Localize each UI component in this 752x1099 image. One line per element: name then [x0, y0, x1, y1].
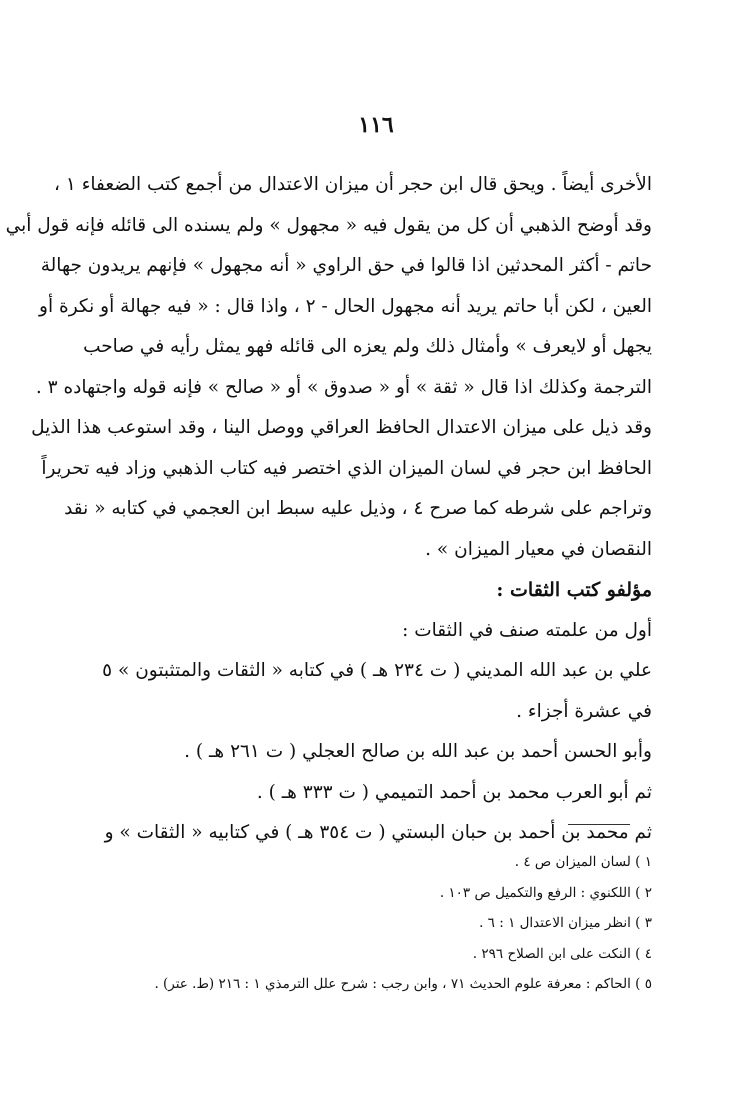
- footnote: ٥ ) الحاكم : معرفة علوم الحديث ٧١ ، وابن رجب : شرح علل الترمذي ١ : ٢١٦ (ط. عتر) .: [154, 976, 652, 992]
- text-line: الحافظ ابن حجر في لسان الميزان الذي اختصر فيه كتاب الذهبي وزاد فيه تحريراً: [41, 457, 652, 479]
- text-line: حاتم - أكثر المحدثين اذا قالوا في حق الراوي « أنه مجهول » فإنهم يريدون جهالة: [40, 255, 652, 276]
- text-line: الترجمة وكذلك اذا قال « ثقة » أو « صدوق » أو « صالح » فإنه قوله واجتهاده ٣ .: [35, 376, 652, 398]
- footnote-separator: [568, 824, 630, 825]
- text-line: علي بن عبد الله المديني ( ت ٢٣٤ هـ ) في كتابه « الثقات والمتثبتون » ٥: [102, 660, 652, 681]
- text-line: في عشرة أجزاء .: [516, 700, 652, 722]
- text-line: وقد ذيل على ميزان الاعتدال الحافظ العراقي ووصل الينا ، وقد استوعب هذا الذيل: [31, 417, 652, 438]
- text-line: يجهل أو لايعرف » وأمثال ذلك ولم يعزه الى قائله فهو يمثل رأيه في صاحب: [83, 336, 652, 357]
- text-line: وأبو الحسن أحمد بن عبد الله بن صالح العجلي ( ت ٢٦١ هـ ) .: [184, 741, 652, 762]
- footnote: ٣ ) انظر ميزان الاعتدال ١ : ٦ .: [479, 915, 652, 931]
- text-line: العين ، لكن أبا حاتم يريد أنه مجهول الحال - ٢ ، واذا قال : « فيه جهالة أو نكرة أو: [39, 295, 652, 317]
- text-line: ثم أبو العرب محمد بن أحمد التميمي ( ت ٣٣٣ هـ ) .: [256, 781, 652, 803]
- body-text: [5, 165, 652, 854]
- section-heading: مؤلفو كتب الثقات :: [496, 579, 652, 601]
- text-line: ثم محمد بن أحمد بن حبان البستي ( ت ٣٥٤ هـ ) في كتابيه « الثقات » و: [104, 822, 652, 843]
- footnote: ٢ ) اللكنوي : الرفع والتكميل ص ١٠٣ .: [439, 884, 652, 901]
- text-line: أول من علمته صنف في الثقات :: [402, 619, 652, 641]
- page-number: ١١٦: [358, 112, 394, 138]
- footnotes: [117, 847, 652, 1000]
- text-line: وقد أوضح الذهبي أن كل من يقول فيه « مجهول » ولم يسنده الى قائله فإنه قول أبي: [5, 214, 652, 236]
- text-line: النقصان في معيار الميزان » .: [425, 538, 652, 560]
- text-line: الأخرى أيضاً . ويحق قال ابن حجر أن ميزان الاعتدال من أجمع كتب الضعفاء ١ ،: [54, 174, 652, 195]
- footnote: ٤ ) النكت على ابن الصلاح ٢٩٦ .: [472, 945, 652, 962]
- footnote: ١ ) لسان الميزان ص ٤ .: [514, 854, 652, 870]
- text-line: وتراجم على شرطه كما صرح ٤ ، وذيل عليه سبط ابن العجمي في كتابه « نقد: [64, 498, 652, 519]
